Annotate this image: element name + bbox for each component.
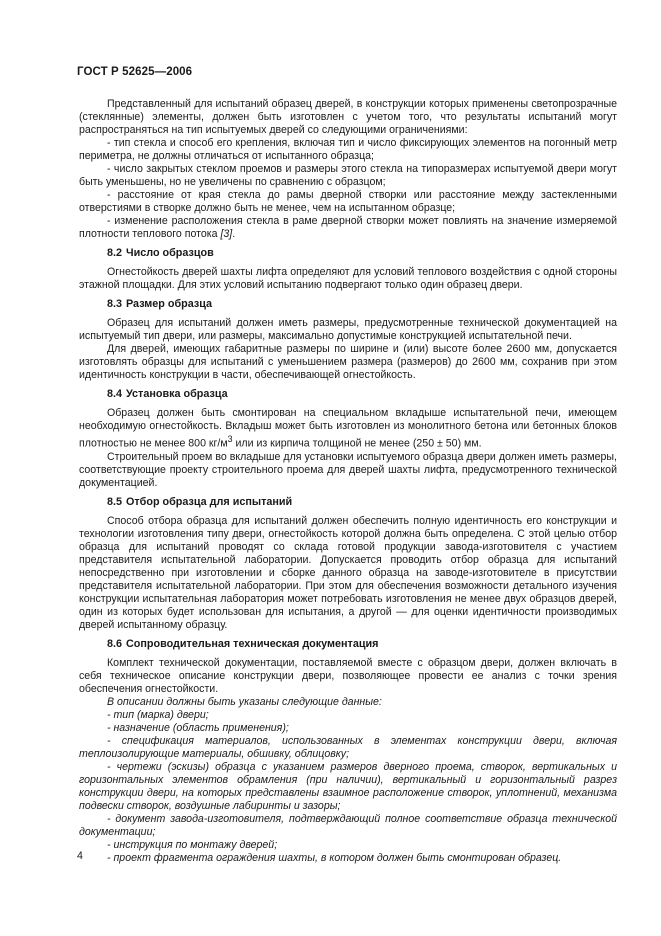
section-title: Сопроводительная техническая документация [126, 637, 379, 650]
section-title: Число образцов [126, 247, 214, 259]
reference-link: [3] [220, 228, 233, 240]
list-item: - инструкция по монтажу дверей; [107, 838, 278, 851]
list-item: - тип (марка) двери; [107, 708, 209, 721]
page-number: 4 [77, 850, 83, 862]
section-title: Размер образца [126, 298, 213, 310]
list-item: - расстояние от края стекла до рамы дверной створки или расстояние между застекленными отверстиями в створке должно быть не менее, чем на испытанном образце; [79, 189, 617, 214]
section-number: 8.3 [107, 298, 123, 310]
section-heading [79, 298, 617, 311]
paragraph-text: Образец должен быть смонтирован на специальном вкладыше испытательной печи, имеющем необходимую огнестойкость. Вкладыш может быть изготовлен из монолитного бетона или бетонных блоков плотностью не менее 800 кг/м [79, 407, 617, 450]
list-item: - назначение (область применения); [107, 721, 289, 734]
paragraph: Представленный для испытаний образец дверей, в конструкции которых применены светопрозрачные (стеклянные) элементы, должен быть изготовлен с учетом того, что результаты испытаний могут распространяться на тип испытуемых дверей со следующими ограничениями: [79, 98, 617, 136]
paragraph: Огнестойкость дверей шахты лифта определяют для условий теплового воздействия с одной стороны этажной площадки. Для этих условий испытанию подвергают только один образец двери. [79, 266, 617, 291]
section-number: 8.2 [107, 247, 123, 259]
section-heading [79, 388, 617, 401]
list-item: - чертежи (эскизы) образца с указанием размеров дверного проема, створок, вертикальных и горизонтальных элементов обрамления (при наличии), вертикальный и горизонтальный разрез конструкции двери, на которых представлены взаимное расположение створок, уплотнений, механизма подвески створок, воздушные лабиринты и зазоры; [79, 760, 617, 812]
section-heading [79, 496, 617, 509]
list-item: - проект фрагмента ограждения шахты, в котором должен быть смонтирован образец. [107, 851, 562, 864]
section-title: Установка образца [126, 388, 228, 400]
list-item: - спецификация материалов, использованных в элементах конструкции двери, включая теплоизолирующие материалы, обшивку, облицовку; [79, 734, 617, 760]
list-item-end: . [232, 228, 236, 240]
section-number: 8.5 [107, 495, 123, 508]
section-title: Отбор образца для испытаний [126, 495, 293, 508]
section-number: 8.4 [107, 388, 123, 400]
list-item: - тип стекла и способ его крепления, включая тип и число фиксирующих элементов на погонный метр периметра, не должны отличаться от испытанного образца; [79, 137, 617, 162]
section-heading [79, 638, 617, 651]
list-item: - число закрытых стеклом проемов и размеры этого стекла на типоразмерах испытуемой двери могут быть уменьшены, но не увеличены по сравнению с образцом; [79, 163, 617, 188]
paragraph: Образец для испытаний должен иметь размеры, предусмотренные технической документацией на испытуемый тип двери, или размеры, максимально допустимые конструкцией испытательной печи. [79, 317, 617, 342]
paragraph: Для дверей, имеющих габаритные размеры по ширине и (или) высоте более 2600 мм, допускается изготовлять образцы для испытаний с уменьшением размера (размеров) до 2600 мм, сохранив при этом идентичность конструкции в части, обеспечивающей огнестойкость. [79, 343, 617, 381]
document-header: ГОСТ Р 52625—2006 [77, 66, 193, 78]
paragraph [79, 407, 617, 451]
paragraph: Строительный проем во вкладыше для установки испытуемого образца двери должен иметь размеры, соответствующие проекту строительного проема для дверей шахты лифта, предусмотренного технической документацией. [79, 450, 617, 489]
paragraph: Способ отбора образца для испытаний должен обеспечить полную идентичность его конструкции и технологии изготовления типу двери, огнестойкость которой должна быть определена. С этой целью отбор образца для испытаний проводят со склада готовой продукции завода-изготовителя с участием представителя испытательной лаборатории. Допускается проводить отбор образца для испытаний непосредственно при изготовлении и сборке данного образца на заводе-изготовителе в присутствии представителя испытательной лаборатории. При этом для обеспечения возможности детального изучения конструкции испытательная лаборатория может потребовать изготовления не менее двух образцов дверей, один из которых будет использован для испытания, а другой — для оценки идентичности производимых дверей испытанному образцу. [79, 514, 617, 631]
paragraph-italic: В описании должны быть указаны следующие данные: [107, 695, 382, 708]
document-body [79, 98, 617, 865]
paragraph-text-cont: или из кирпича толщиной не менее (250 ± 50) мм. [232, 437, 482, 450]
paragraph: Комплект технической документации, поставляемой вместе с образцом двери, должен включать в себя техническое описание конструкции двери, позволяющее провести ее анализ с точки зрения обеспечения огнестойкости. [79, 656, 617, 695]
superscript: 3 [227, 434, 233, 444]
list-item: - документ завода-изготовителя, подтверждающий полное соответствие образца технической документации; [79, 812, 617, 838]
list-item [79, 215, 617, 241]
section-number: 8.6 [107, 637, 123, 650]
list-item-text: - изменение расположения стекла в раме дверной створки может повлиять на значение измеряемой плотности теплового потока [79, 215, 617, 240]
section-heading [79, 247, 617, 260]
